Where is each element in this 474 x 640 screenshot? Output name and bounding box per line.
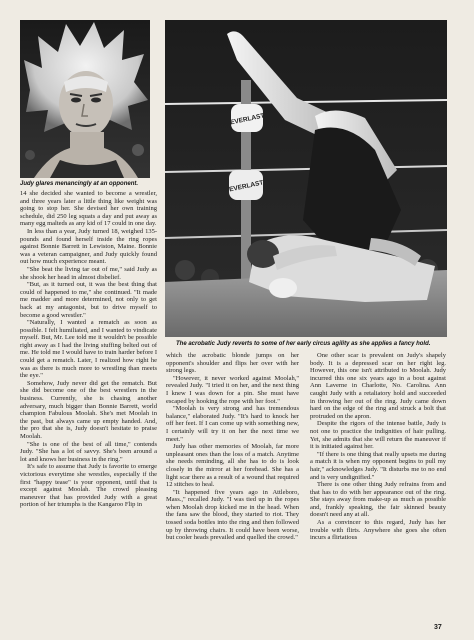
paragraph: It's safe to assume that Judy is favorite to emerge victorious everytime she wrestles, especially if the first "happy tease" is your opponent, until that is except against Moolah. The crowd pleasing maneuver that has provided Judy with a great portion of her triumphs is the Kangaroo Flip in — [20, 463, 157, 509]
paragraph: "However, it never worked against Moolah," revealed Judy. "I tried it on her, and the next thing I knew I was down for a pin. She must have escaped by hooking the rope with her foot." — [166, 374, 299, 405]
turnbuckle-pad-top-label: EVERLAST — [229, 112, 265, 127]
turnbuckle-pad-bottom — [229, 170, 264, 200]
paragraph: "But, as it turned out, it was the best thing that could of happened to me," she continued. "It made me madder and more determined, not only to get back at my antagonist, but to drive myself to become a good wrestler." — [20, 281, 157, 319]
paragraph: There is one other thing Judy refrains from and that has to do with her appearance out of the ring. She stays away from make-up as much as possible and, frankly speaking, the fair skinned beauty doesn't need any at all. — [310, 481, 446, 519]
wrestling-photo — [165, 20, 447, 337]
paragraph: One other scar is prevalent on Judy's shapely body. It is a depressed scar on her right leg. However, this one isn't attributed to Moolah. Judy incurred this one six years ago in a bout against Ann Laverne in Charlotte, No. Carolina. Ann caught Judy with a retaliatory hold and succeeded in throwing her out of the ring. Judy came down hard on the edge of the ring and struck a bolt that protruded on the apron. — [310, 352, 446, 420]
portrait-caption: Judy glares menancingly at an opponent. — [20, 181, 139, 187]
turnbuckle-pad-top — [230, 104, 265, 132]
paragraph: "It happened five years ago in Attleboro, Mass.," recalled Judy. "I was tied up in the ropes when Moolah drop kicked me in the head. When the fans saw the blood, they started to riot. They tossed soda bottles into the ring and then followed up by throwing chairs. It could have been worse, but cooler heads prevailed and quelled the crowd." — [166, 488, 299, 542]
wrestling-photo-image — [165, 20, 447, 337]
article-column-3 — [310, 352, 446, 630]
paragraph: 14 she decided she wanted to become a wrestler, and three years later a little thing like weight was going to stop her. She devised her own training schedule, did 250 leg squats a day and put away as many egg malteds as any kid of 17 could in one day. — [20, 190, 157, 228]
portrait-photo-image — [20, 20, 150, 178]
paragraph: In less than a year, Judy turned 18, weighed 135-pounds and found herself inside the ring ropes against Bonnie Barrett in Lewiston, Maine. Bonnie was a veteran campaigner, and Judy quickly found out how much experience meant. — [20, 227, 157, 266]
article-column-1 — [20, 190, 157, 634]
paragraph: Somehow, Judy never did get the rematch. But she did become one of the best wrestlers in the business. Currently, she is chasing another adversary, much bigger than Bonnie Barrett, world champion Fabulous Moolah. She's met Moolah in the past, but always came up empty handed. And, the pro that she is, Judy doesn't hesitate to praise Moolah. — [20, 379, 157, 440]
paragraph: "She is one of the best of all time," contends Judy. "She has a lot of savvy. She's been around a lot and knows her business in the ring." — [20, 440, 157, 463]
paragraph: "She beat the living tar out of me," said Judy as she shook her head in almost disbelief. — [20, 265, 157, 281]
paragraph: As a convincer to this regard, Judy has her trouble with flirts. Anywhere she goes she often incurs a flirtatious — [310, 519, 446, 542]
page-number: 37 — [434, 624, 442, 631]
paragraph: "If there is one thing that really upsets me during a match it is when my opponent begins to pull my hair," acknowledges Judy. "It disturbs me to no end and is very undignified." — [310, 450, 446, 481]
paragraph: "Naturally, I wanted a rematch as soon as possible. I felt humiliated, and I wanted to vindicate myself. But, Mr. Lee told me it wouldn't be possible right away as I had the living stuffing belted out of me. He told me I would have to train harder before I could get a rematch. Later, I realized how right he was as there is much more to wrestling than meets the eye." — [20, 319, 157, 380]
paragraph: which the acrobatic blonde jumps on her opponent's shoulder and flips her over with her strong legs. — [166, 352, 299, 375]
paragraph: Judy has other memories of Moolah, far more unpleasant ones than the loss of a match. Anytime she needs reminding, all she has to do is look closely in the mirror at her forehead. She has a light scar there as a result of a wound that required 12 stitches to heal. — [166, 443, 299, 489]
wrestling-caption: The acrobatic Judy reverts to some of her early circus agility as she applies a fancy hold. — [176, 341, 431, 347]
portrait-photo — [20, 20, 150, 178]
article-column-2 — [166, 352, 299, 630]
turnbuckle-pad-bottom-label: EVERLAST — [228, 179, 264, 194]
paragraph: Despite the rigors of the intense battle, Judy is not one to practice the indignities of hair pulling. Yet, she admits that she will return the maneuver if it is initiated against her. — [310, 420, 446, 451]
paragraph: "Moolah is very strong and has tremendous balance," elaborated Judy. "It's hard to knock her off her feet. If I can come up with something new, I certainly will try it on her the next time we meet." — [166, 405, 299, 443]
